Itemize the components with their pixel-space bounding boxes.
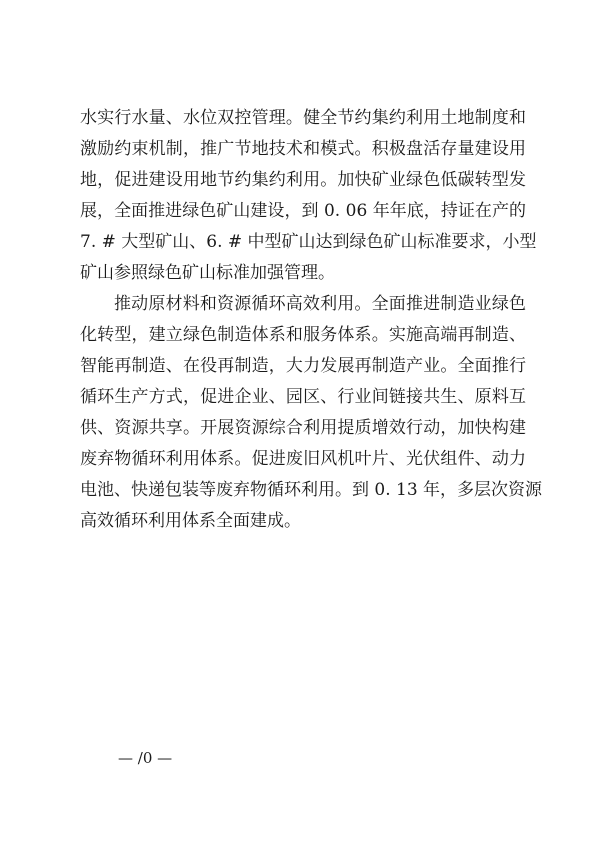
paragraph-line: 化转型，建立绿色制造体系和服务体系。实施高端再制造、 (80, 325, 526, 345)
paragraph-line: 高效循环利用体系全面建成。 (80, 511, 301, 531)
page-number: — /0 — (118, 749, 173, 767)
paragraph-line: 智能再制造、在役再制造，大力发展再制造产业。全面推行 (80, 356, 526, 376)
paragraph-line: 地，促进建设用地节约集约利用。加快矿业绿色低碳转型发 (80, 170, 526, 190)
paragraph-line: 7. # 大型矿山、6. # 中型矿山达到绿色矿山标准要求，小型 (80, 232, 537, 252)
paragraph-line: 废弃物循环利用体系。促进废旧风机叶片、光伏组件、动力 (80, 449, 526, 469)
paragraph-1 (80, 103, 537, 289)
body-text (80, 103, 543, 537)
paragraph-line: 水实行水量、水位双控管理。健全节约集约利用土地制度和 (80, 108, 526, 128)
paragraph-line: 推动原材料和资源循环高效利用。全面推进制造业绿色 (114, 294, 526, 314)
paragraph-line: 供、资源共享。开展资源综合利用提质增效行动，加快构建 (80, 418, 526, 438)
paragraph-line: 矿山参照绿色矿山标准加强管理。 (80, 263, 335, 283)
paragraph-line: 激励约束机制，推广节地技术和模式。积极盘活存量建设用 (80, 139, 526, 159)
paragraph-line: 电池、快递包装等废弃物循环利用。到 0. 13 年，多层次资源 (80, 480, 543, 500)
paragraph-line: 循环生产方式，促进企业、园区、行业间链接共生、原料互 (80, 387, 526, 407)
paragraph-line: 展，全面推进绿色矿山建设，到 0. 06 年年底，持证在产的 (80, 201, 526, 221)
paragraph-2 (80, 289, 543, 537)
